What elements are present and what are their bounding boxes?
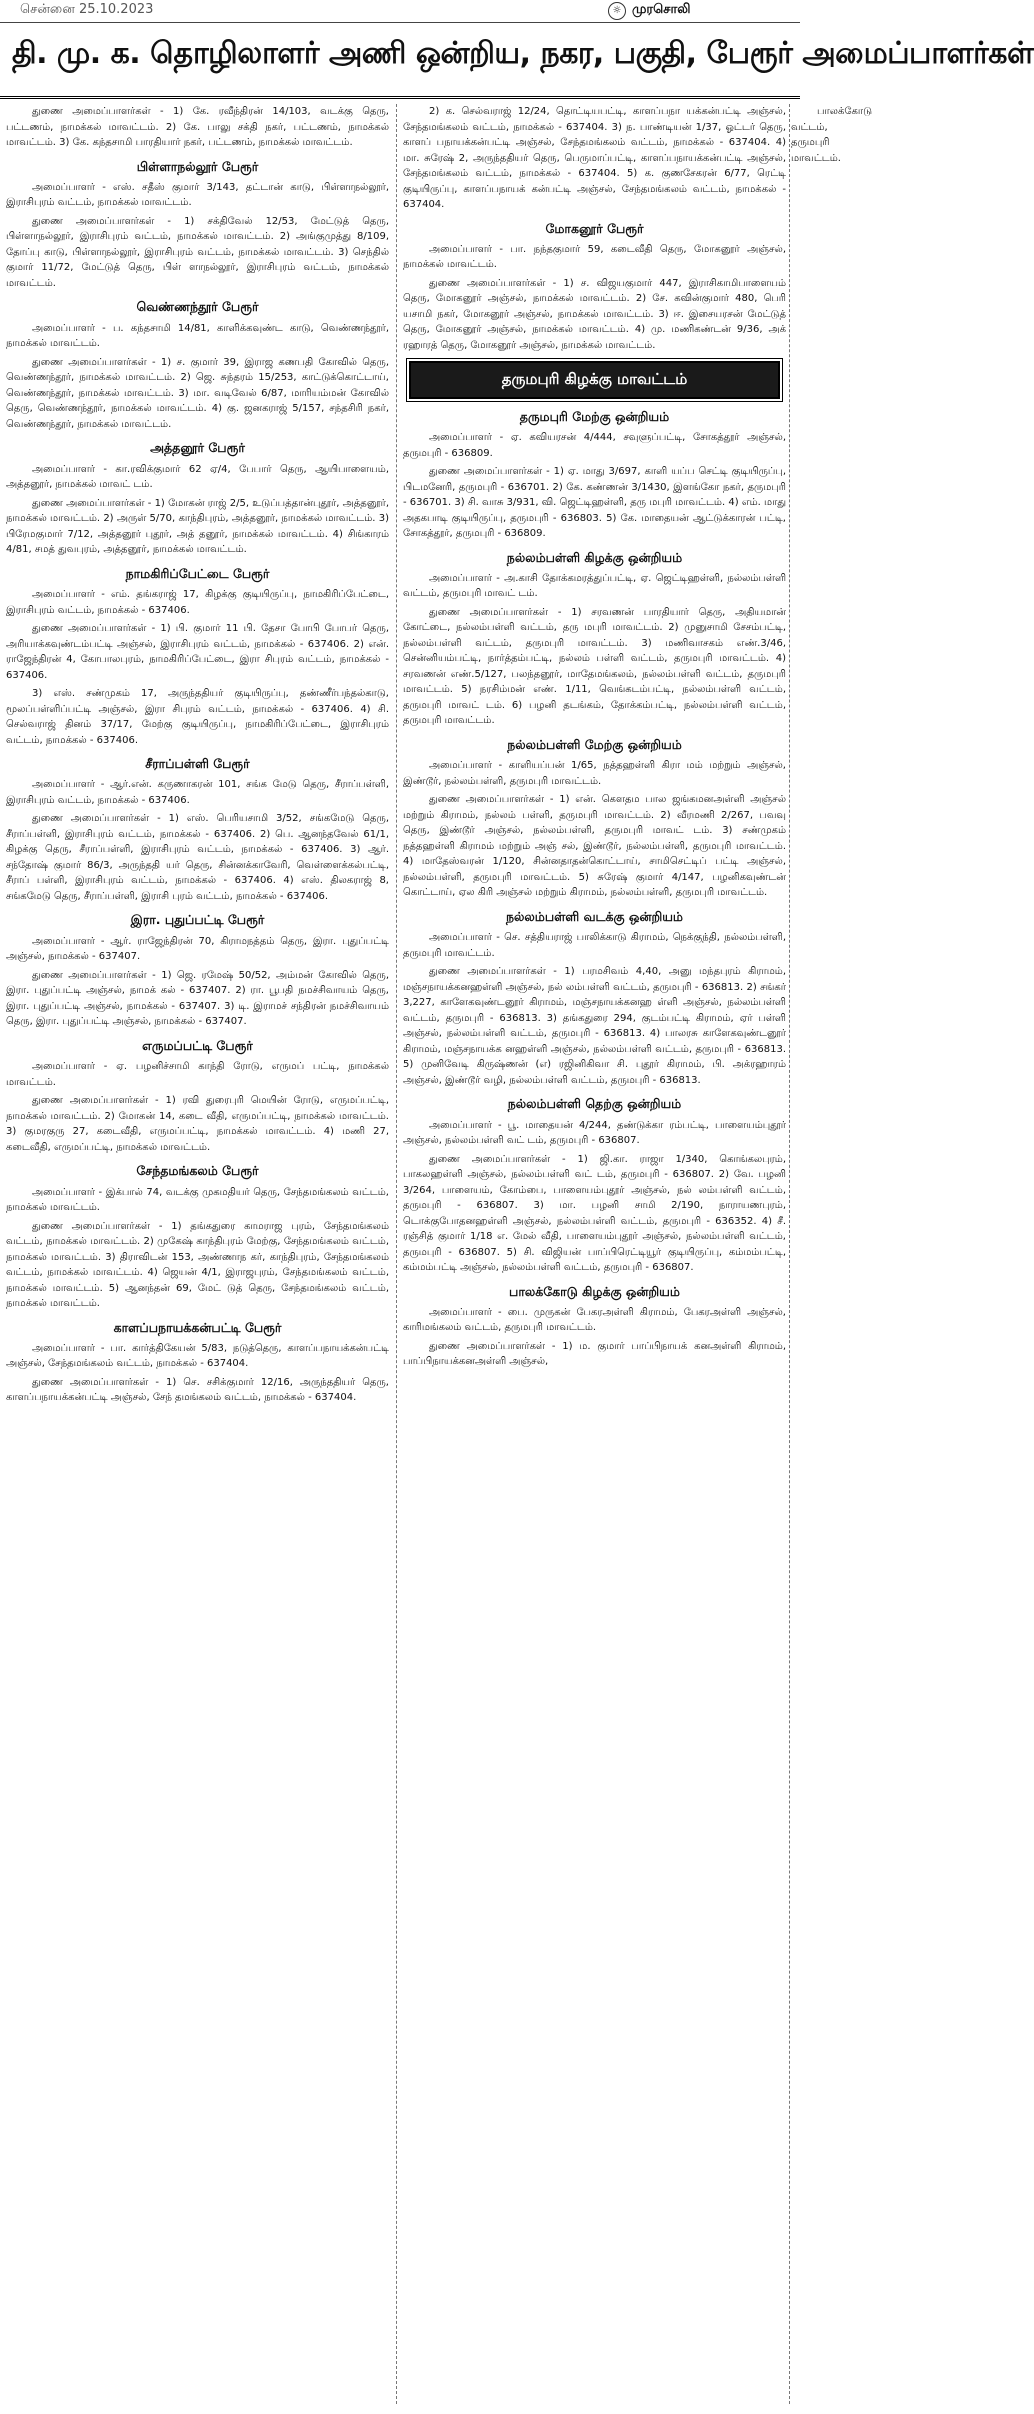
district-banner: தருமபுரி கிழக்கு மாவட்டம் (409, 361, 780, 398)
section-heading: இரா. புதுப்பட்டி பேரூர் (130, 912, 265, 928)
section-heading: நல்லம்பள்ளி கிழக்கு ஒன்றியம் (506, 549, 683, 565)
paragraph: துணை அமைப்பாளர்கள் - 1) ச. விஜயகுமார் 447, இராசிகாமிபாளையம் தெரு, மோகனூர் அஞ்சல், நாமக்கல் மாவட்டம். 2) சே. கவின்குமார் 480, பெரி யசாமி நகர், மோகனூர் அஞ்சல், நாமக்கல் மாவட்டம். 3) ஈ. இசையரசன் மேட்டுத் தெரு, மோகனூர் அஞ்சல், நாமக்கல் மாவட்டம். 4) மு. மணிகண்டன் 9/36, அக் ரஹாரத் தெரு, மோகனூர் அஞ்சல், நாமக்கல் மாவட்டம். (403, 277, 786, 351)
paragraph: அமைப்பாளர் - இக்பால் 74, வடக்கு முகமதியர் தெரு, சேந்தமங்கலம் வட்டம், நாமக்கல் மாவட்டம். (6, 1186, 389, 1213)
section-heading: பிள்ளாநல்லூர் பேரூர் (136, 158, 259, 174)
paragraph: அமைப்பாளர் - பூ. மாதையன் 4/244, தண்டுக்கா ரம்பட்டி, பாளையம்புதூர் அஞ்சல், நல்லம்பள்ளி வட் டம், தருமபுரி - 636807. (403, 1119, 786, 1146)
paragraph: அமைப்பாளர் - ஏ. கவியரசன் 4/444, சவுளுப்பட்டி, சோகத்தூர் அஞ்சல், தருமபுரி - 636809. (403, 432, 786, 459)
section-heading: எருமப்பட்டி பேரூர் (142, 1037, 253, 1053)
paragraph: அமைப்பாளர் - பா. நந்தகுமார் 59, கடைவீதி தெரு, மோகனூர் அஞ்சல், நாமக்கல் மாவட்டம். (403, 243, 786, 271)
paragraph: துணை அமைப்பாளர்கள் - 1) சக்திவேல் 12/53, மேட்டுத் தெரு, பிள்ளாநல்லூர், இராசிபுரம் வட்டம், நாமக்கல் மாவட்டம். 2) அங்குமுத்து 8/109, தோப்பு காடு, பிள்ளாநல்லூர், இராசிபுரம் வட்டம், நாமக்கல் மாவட்டம். 3) செந்தில் குமார் 11/72, மேட்டுத் தெரு, பிள் ளாநல்லூர், இராசிபுரம் வட்டம், நாமக்கல் மாவட்டம். (6, 215, 389, 289)
paragraph: துணை அமைப்பாளர்கள் - 1) என். கௌதம பால ஜங்கமனஅள்ளி அஞ்சல் மற்றும் கிராமம், நல்லம் பள்ளி, தருமபுரி மாவட்டம். 2) வீரமணி 2/267, பவவு தெரு, இண்டூர் அஞ்சல், நல்லம்பள்ளி, தருமபுரி மாவட் டம். 3) சண்முகம் நத்தஹள்ளி கிராமம் மற்றும் அஞ் சல், இண்டூர், நல்லம்பள்ளி, தருமபுரி மாவட்டம். 4) மாதேஸ்வரன் 1/120, சின்னதாதன்கொட்டாய், சாமிசெட்டிப் பட்டி அஞ்சல், நல்லம்பள்ளி, தருமபுரி மாவட்டம். 5) சுரேஷ் குமார் 4/147, பழனிகவுண்டன் கொட்டாய், ஏல கிரி அஞ்சல் மற்றும் கிராமம், நல்லம்பள்ளி, தருமபுரி மாவட்டம். (403, 794, 786, 899)
paragraph: அமைப்பாளர் - கா.ரவிக்குமார் 62 ஏ/4, பேபார் தெரு, ஆயிபாளையம், அத்தனூர், நாமக்கல் மாவட் டம். (6, 463, 389, 491)
paragraph: துணை அமைப்பாளர்கள் - 1) எஸ். பெரியசாமி 3/52, சங்கமேடு தெரு, சீராப்பள்ளி, இராசிபுரம் வட்டம், நாமக்கல் - 637406. 2) பெ. ஆனந்தவேல் 61/1, கிழக்கு தெரு, சீராப்பள்ளி, இராசிபுரம் வட்டம், நாமக்கல் - 637406. 3) ஆர். சந்தோஷ் குமார் 86/3, அருந்ததி யர் தெரு, சின்னக்காவேரி, வெள்ளைக்கல்பட்டி, சீராப் பள்ளி, இராசிபுரம் வட்டம், நாமக்கல் - 637406. 4) எஸ். திலகராஜ் 8, சங்கமேடு தெரு, சீராப்பள்ளி, இராசி புரம் வட்டம், நாமக்கல் - 637406. (6, 813, 389, 902)
section-heading: தருமபுரி மேற்கு ஒன்றியம் (519, 408, 670, 424)
paragraph: அமைப்பாளர் - காளியப்பன் 1/65, நத்தஹள்ளி கிரா மம் மற்றும் அஞ்சல், இண்டூர், நல்லம்பள்ளி, தருமபுரி மாவட்டம். (403, 760, 786, 787)
paragraph: அமைப்பாளர் - பை. முருகன் பேகரஅள்ளி கிராமம், பேகரஅள்ளி அஞ்சல், காரிமங்கலம் வட்டம், தருமபுரி மாவட்டம். (403, 1306, 786, 1334)
paragraph: துணை அமைப்பாளர்கள் - 1) ஏ. மாது 3/697, காளி யப்ப செட்டி குடியிருப்பு, பிடமனேரி, தருமபுரி - 636701. 2) கே. கண்ணன் 3/1430, இளங்கோ நகர், தருமபுரி - 636701. 3) சி. வாசு 3/931, வி. ஜெட்டிஹள்ளி, தரு மபுரி மாவட்டம். 4) எம். மாது அதகபாடி குடியிருப்பு, தருமபுரி - 636803. 5) கே. மாதையன் ஆட்டுக்காரன் பட்டி, சோகத்தூர், தருமபுரி - 636809. (403, 466, 786, 539)
paragraph: அமைப்பாளர் - எஸ். சதீஸ் குமார் 3/143, தட்டான் காடு, பிள்ளாநல்லூர், இராசிபுரம் வட்டம், நாமக்கல் மாவட்டம். (6, 181, 389, 209)
newspaper-brand: முரசொலி (632, 2, 691, 17)
section-heading: மோகனூர் பேரூர் (545, 220, 644, 236)
paragraph: அமைப்பாளர் - பா. கார்த்திகேயன் 5/83, நடுத்தெரு, காளப்பநாயக்கன்பட்டி அஞ்சல், சேந்தமங்கலம் வட்டம், நாமக்கல் - 637404. (6, 1342, 389, 1370)
column-1 (6, 104, 389, 2404)
paragraph: அமைப்பாளர் - ப. கந்தசாமி 14/81, காளிக்கவுண்ட காடு, வெண்ணந்தூர், நாமக்கல் மாவட்டம். (6, 322, 389, 350)
section-heading: நாமகிரிப்பேட்டை பேரூர் (125, 565, 270, 581)
sun-logo-icon: ☼ (608, 2, 626, 20)
paragraph: துணை அமைப்பாளர்கள் - 1) ச. குமார் 39, இராஜ கணபதி கோவில் தெரு, வெண்ணந்தூர், நாமக்கல் மாவட்டம். 2) ஜெ. சுந்தரம் 15/253, காட்டுக்கொட்டாய், வெண்ணந்தூர், நாமக்கல் மாவட்டம். 3) மா. வடிவேல் 6/87, மாரியம்மன் கோவில் தெரு, வெண்ணந்தூர், நாமக்கல் மாவட்டம். 4) கு. ஜனகராஜ் 5/157, சந்தசிரி நகர், வெண்ணந்தூர், நாமக்கல் மாவட்டம். (6, 356, 389, 430)
column-3 (791, 104, 873, 2404)
paragraph: துணை அமைப்பாளர்கள் - 1) ரவி துரைபுரி மெயின் ரோடு, எருமப்பட்டி, நாமக்கல் மாவட்டம். 2) மோகன் 14, கடை வீதி, எருமப்பட்டி, நாமக்கல் மாவட்டம். 3) குமரகுரு 27, கடைவீதி, எருமப்பட்டி, நாமக்கல் மாவட்டம். 4) மணி 27, கடைவீதி, எருமப்பட்டி, நாமக்கல் மாவட்டம். (6, 1095, 389, 1153)
section-heading: சேந்தமங்கலம் பேரூர் (136, 1163, 259, 1179)
section-heading: வெண்ணந்தூர் பேரூர் (136, 299, 259, 315)
section-heading: பாலக்கோடு கிழக்கு ஒன்றியம் (509, 1283, 680, 1299)
section-heading: நல்லம்பள்ளி தெற்கு ஒன்றியம் (507, 1096, 682, 1112)
paragraph: அமைப்பாளர் - அ.காசி தோக்கமரத்துப்பட்டி, ஏ. ஜெட்டிஹள்ளி, நல்லம்பள்ளி வட்டம், தருமபுரி மாவட் டம். (403, 572, 786, 600)
paragraph: அமைப்பாளர் - எம். தங்கராஜ் 17, கிழக்கு குடியிருப்பு, நாமகிரிப்பேட்டை, இராசிபுரம் வட்டம், நாமக்கல் - 637406. (6, 589, 389, 616)
section-heading: நல்லம்பள்ளி மேற்கு ஒன்றியம் (507, 736, 682, 752)
paragraph: துணை அமைப்பாளர்கள் - 1) செ. சசிக்குமார் 12/16, அருந்ததியர் தெரு, காளப்பநாயக்கன்பட்டி அஞ்சல், சேந் தமங்கலம் வட்டம், நாமக்கல் - 637404. (6, 1376, 389, 1404)
paragraph: அமைப்பாளர் - ஆர். ராஜேந்திரன் 70, கிராமநத்தம் தெரு, இரா. புதுப்பட்டி அஞ்சல், நாமக்கல் - 637407. (6, 935, 389, 963)
paragraph: துணை அமைப்பாளர்கள் - 1) கே. ரவீந்திரன் 14/103, வடக்கு தெரு, பட்டணம், நாமக்கல் மாவட்டம். 2) கே. பாலு சக்தி நகர், பட்டணம், நாமக்கல் மாவட்டம். 3) கே. கந்தசாமி பாரதியார் நகர், பட்டணம், நாமக்கல் மாவட்டம். (6, 106, 389, 148)
paragraph: துணை அமைப்பாளர்கள் - 1) ஜி.கா. ராஜா 1/340, கொங்கலபுரம், பாகலஹள்ளி அஞ்சல், நல்லம்பள்ளி வட் டம், தருமபுரி - 636807. 2) வே. பழனி 3/264, பாளையம், கோம்பை, பாளையம்புதூர் அஞ்சல், நல் லம்பள்ளி வட்டம், தருமபுரி - 636807. 3) மா. பழனி சாமி 2/190, நாராயணபுரம், டொக்குபோதனஹள்ளி அஞ்சல், நல்லம்பள்ளி வட்டம், தருமபுரி - 636352. 4) சீ. ரஞ்சித் குமார் 1/18 எ. மேல் வீதி, பாளையம்புதூர் அஞ்சல், நல்லம்பள்ளி வட்டம், தருமபுரி - 636807. 5) சி. விஜியன் பாப்பிரெட்டியூர் குடியிருப்பு, கம்மம்பட்டி, கம்மம்பட்டி அஞ்சல், நல்லம்பள்ளி வட்டம், தருமபுரி - 636807. (403, 1153, 786, 1273)
paragraph: 2) க. செல்வராஜ் 12/24, தொட்டியபட்டி, காளப்பநா யக்கன்பட்டி அஞ்சல், சேந்தமங்கலம் வட்டம், நாமக்கல் - 637404. 3) ந. பாண்டியன் 1/37, ஓட்டர் தெரு, காளப் பநாயக்கன்பட்டி அஞ்சல், சேந்தமங்கலம் வட்டம், நாமக்கல் - 637404. 4) மா. சுரேஷ் 2, அருந்ததியர் தெரு, பெருமாப்பட்டி, காளப்பநாயக்கன்பட்டி அஞ்சல், சேந்தமங்கலம் வட்டம், நாமக்கல் - 637404. 5) க. குணசேகரன் 6/77, ரெட்டி குடியிருப்பு, காளப்பநாயக் கன்பட்டி அஞ்சல், சேந்தமங்கலம் வட்டம், நாமக்கல் - 637404. (403, 106, 786, 210)
paragraph: 3) எஸ். சண்முகம் 17, அருந்ததியர் குடியிருப்பு, தண்ணீர்பந்தல்காடு, மூலப்பள்ளிப்பட்டி அஞ்சல், இரா சிபுரம் வட்டம், நாமக்கல் - 637406. 4) சி. செல்வராஜ் தினம் 37/17, மேற்கு குடியிருப்பு, நாமகிரிப்பேட்டை, இராசிபுரம் வட்டம், நாமக்கல் - 637406. (6, 688, 389, 746)
issue-date: சென்னை 25.10.2023 (20, 2, 154, 17)
column-divider (396, 104, 397, 2404)
paragraph: துணை அமைப்பாளர்கள் - 1) ஜெ. ரமேஷ் 50/52, அம்மன் கோவில் தெரு, இரா. புதுப்பட்டி அஞ்சல், நாமக் கல் - 637407. 2) ரா. பூபதி நமச்சிவாயம் தெரு, இரா. புதுப்பட்டி அஞ்சல், நாமக்கல் - 637407. 3) டி. இராமச் சந்திரன் நமச்சிவாயம் தெரு, இரா. புதுப்பட்டி அஞ்சல், நாமக்கல் - 637407. (6, 969, 389, 1028)
paragraph: அமைப்பாளர் - ஏ. பழனிச்சாமி காந்தி ரோடு, எருமப் பட்டி, நாமக்கல் மாவட்டம். (6, 1061, 389, 1088)
page-headline (0, 26, 1034, 99)
column-2 (403, 104, 786, 2404)
column-divider (789, 104, 790, 2404)
section-heading: நல்லம்பள்ளி வடக்கு ஒன்றியம் (505, 908, 683, 924)
section-heading: சீராப்பள்ளி பேரூர் (145, 756, 250, 771)
paragraph: துணை அமைப்பாளர்கள் - 1) மோகன் ராஜ் 2/5, உடுப்பத்தான்புதூர், அத்தனூர், நாமக்கல் மாவட்டம். 2) அருள் 5/70, காந்திபுரம், அத்தனூர், நாமக்கல் மாவட்டம். 3) பிரேமகுமார் 7/12, அத்தனூர் புதூர், அத் தனூர், நாமக்கல் மாவட்டம். 4) சிங்காரம் 4/81, சமத் துவபுரம், அத்தனூர், நாமக்கல் மாவட்டம். (6, 497, 389, 556)
paragraph: துணை அமைப்பாளர்கள் - 1) பரமசிவம் 4,40, அனு மந்தபுரம் கிராமம், மஞ்சநாயக்கனஹள்ளி அஞ்சல், நல் லம்பள்ளி வட்டம், தருமபுரி - 636813. 2) சங்கர் 3,227, காளேகவுண்டனூர் கிராமம், மஞ்சநாயக்கனஹ ள்ளி அஞ்சல், நல்லம்பள்ளி வட்டம், தருமபுரி - 636813. 3) தங்கதுரை 294, குடம்பட்டி கிராமம், ஏர் பள்ளி அஞ்சல், நல்லம்பள்ளி வட்டம், தருமபுரி - 636813. 4) பாலரசு காளேகவுண்டனூர் கிராமம், மஞ்சநாயக்க னஹள்ளி அஞ்சல், நல்லம்பள்ளி வட்டம், தருமபுரி - 636813. 5) முனிவேடி கிருஷ்ணன் (எ) ரஜினிகிவா சி. புதூர் கிராமம், பி. அக்ரஹாரம் அஞ்சல், இண்டூர் வழி, நல்லம்பள்ளி வட்டம், தருமபுரி - 636813. (403, 966, 786, 1086)
paragraph: அமைப்பாளர் - ஆர்.என். கருணாகரன் 101, சங்க மேடு தெரு, சீராப்பள்ளி, இராசிபுரம் வட்டம், நாமக்கல் - 637406. (6, 779, 389, 806)
paragraph: அமைப்பாளர் - செ. சத்தியராஜ் பாலிக்காடு கிராமம், நெக்குந்தி, நல்லம்பள்ளி, தருமபுரி மாவட்டம். (403, 932, 786, 959)
headline-text: தி. மு. க. தொழிலாளர் அணி ஒன்றிய, நகர, பகுதி, பேரூர் அமைப்பாளர்கள் (12, 36, 1034, 71)
paragraph: துணை அமைப்பாளர்கள் - 1) சரவணன் பாரதியார் தெரு, அதியமான் கோட்டை, நல்லம்பள்ளி வட்டம், தரு மபுரி மாவட்டம். 2) முனுசாமி சேசம்பட்டி, நல்லம்பள்ளி வட்டம், தருமபுரி மாவட்டம். 3) மணிவாசகம் எண்.3/46, சென்னியம்பட்டி, நார்த்தம்பட்டி, நல்லம் பள்ளி வட்டம், தருமபுரி மாவட்டம். 4) சரவணன் எண்.5/127, பலந்தனூர், மாதேமங்கலம், நல்லம்பள்ளி வட்டம், தருமபுரி மாவட்டம். 5) நரசிம்மன் எண். 1/11, வெங்கடம்பட்டி, நல்லம்பள்ளி வட்டம், தருமபுரி மாவட் டம். 6) பழனி தடங்கம், தோக்கம்பட்டி, நல்லம்பள்ளி வட்டம், தருமபுரி மாவட்டம். (403, 606, 786, 727)
masthead-strip (0, 0, 800, 23)
section-heading: காளப்பநாயக்கன்பட்டி பேரூர் (113, 1319, 282, 1335)
paragraph: துணை அமைப்பாளர்கள் - 1) பி. குமார் 11 பி. தேசா போபி போபர் தெரு, அரியாக்கவுண்டம்பட்டி அஞ்சல், இராசிபுரம் வட்டம், நாமக்கல் - 637406. 2) என். ராஜேந்திரன் 4, கோபாலபுரம், நாமகிரிப்பேட்டை, இரா சிபுரம் வட்டம், நாமக்கல் - 637406. (6, 623, 389, 681)
paragraph: துணை அமைப்பாளர்கள் - 1) தங்கதுரை காமராஜ புரம், சேந்தமங்கலம் வட்டம், நாமக்கல் மாவட்டம். 2) முகேஷ் காந்திபுரம் மேற்கு, சேந்தமங்கலம் வட்டம், நாமக்கல் மாவட்டம். 3) திராவிடன் 153, அண்ணாந கர், காந்திபுரம், சேந்தமங்கலம் வட்டம், நாமக்கல் மாவட்டம். 4) ஜெயன் 4/1, இராஜபுரம், சேந்தமங்கலம் வட்டம், நாமக்கல் மாவட்டம். 5) ஆனந்தன் 69, மேட் டுத் தெரு, சேந்தமங்கலம் வட்டம், நாமக்கல் மாவட்டம். (6, 1220, 389, 1309)
paragraph: பாலக்கோடு வட்டம், தருமபுரி மாவட்டம். (791, 106, 873, 164)
paragraph: துணை அமைப்பாளர்கள் - 1) ம. குமார் பாப்பிநாயக் கனஅள்ளி கிராமம், பாப்பிநாயக்கனஅள்ளி அஞ்சல், (403, 1340, 786, 1368)
section-heading: அத்தனூர் பேரூர் (150, 440, 245, 456)
